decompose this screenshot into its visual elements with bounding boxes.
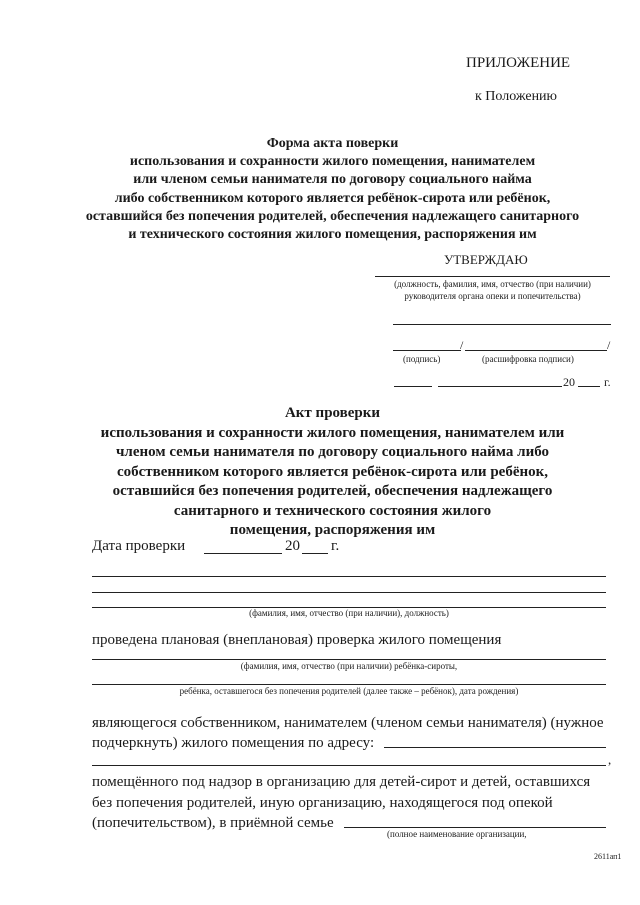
form-title-line: либо собственником которого является ребёнок-сирота или ребёнок, (114, 190, 551, 206)
placed-text-line: помещённого под надзор в организацию для детей-сирот и детей, оставшихся (92, 774, 591, 790)
approval-year-prefix: 20 (563, 375, 575, 389)
organ-name-line (393, 324, 611, 325)
inspection-date-label: Дата проверки (92, 538, 186, 554)
form-title-line: оставшийся без попечения родителей, обеспечения надлежащего санитарного (85, 208, 580, 224)
regulation-reference: к Положению (475, 89, 558, 104)
approve-stamp: УТВЕРЖДАЮ (444, 252, 528, 267)
position-caption (360, 278, 625, 302)
position-caption-line: (должность, фамилия, имя, отчество (при наличии) (394, 279, 591, 289)
act-title-line: Акт проверки (284, 405, 381, 421)
position-caption-line: руководителя органа опеки и попечительства) (404, 291, 581, 301)
address-line (384, 747, 606, 748)
inspector-line (92, 592, 606, 593)
form-title-line: использования и сохранности жилого помещения, нанимателем (129, 154, 536, 170)
signature-line (393, 350, 461, 351)
inspection-date-line (204, 553, 282, 554)
owner-text-line: подчеркнуть) жилого помещения по адресу: (92, 735, 375, 751)
act-title-line: собственником которого является ребёнок-сирота или ребёнок, (116, 463, 549, 480)
conducted-text: проведена плановая (внеплановая) проверка жилого помещения (92, 632, 502, 648)
appendix-heading: ПРИЛОЖЕНИЕ (466, 55, 571, 71)
address-comma: , (608, 752, 612, 767)
signature-caption: (подпись) (403, 354, 441, 364)
signature-slash: / (460, 338, 464, 352)
signature-decode-line (465, 350, 607, 351)
organization-caption: (полное наименование организации, (387, 829, 527, 839)
act-title-line: членом семьи нанимателя по договору социального найма либо (115, 444, 550, 460)
act-title-line: санитарного и технического состояния жилого (173, 502, 492, 519)
inspector-caption: (фамилия, имя, отчество (при наличии), должность) (249, 608, 449, 618)
placed-text (92, 772, 612, 834)
form-title-line: или членом семьи нанимателя по договору социального найма (133, 172, 532, 188)
form-title (60, 135, 605, 244)
orphan-caption: (фамилия, имя, отчество (при наличии) ребёнка-сироты, (240, 661, 458, 671)
act-title-line: использования и сохранности жилого помещения, нанимателем или (100, 424, 565, 441)
inspection-year-prefix: 20 (285, 538, 300, 554)
document-code: 2611ап1 (594, 852, 622, 861)
signature-decode-caption: (расшифровка подписи) (482, 354, 574, 364)
approval-day-line (394, 386, 432, 387)
address-line-2 (92, 765, 606, 766)
inspection-year-suffix: г. (331, 538, 340, 554)
inspection-year-line (302, 553, 328, 554)
approval-month-line (438, 386, 562, 387)
orphan-name-line (92, 659, 606, 660)
organization-line (344, 827, 606, 828)
child-birth-line (92, 684, 606, 685)
inspector-line (92, 576, 606, 577)
act-title-line: оставшийся без попечения родителей, обеспечения надлежащего (112, 483, 553, 499)
form-title-line: Форма акта поверки (266, 136, 399, 151)
approval-year-line (578, 386, 600, 387)
approval-year-suffix: г. (604, 375, 611, 389)
placed-text-line: (попечительством), в приёмной семье (92, 815, 334, 831)
placed-text-line: без попечения родителей, иную организацию, находящегося под опекой (92, 794, 553, 811)
act-title-line: помещения, распоряжения им (229, 522, 436, 538)
owner-text-line: являющегося собственником, нанимателем (членом семьи нанимателя) (нужное (92, 715, 604, 731)
child-caption: ребёнка, оставшегося без попечения родителей (далее также – ребёнок), дата рождения) (179, 686, 519, 696)
position-line (375, 276, 610, 277)
act-title (60, 404, 605, 541)
form-title-line: и технического состояния жилого помещения, распоряжения им (128, 227, 537, 243)
signature-decode-slash: / (607, 338, 611, 352)
